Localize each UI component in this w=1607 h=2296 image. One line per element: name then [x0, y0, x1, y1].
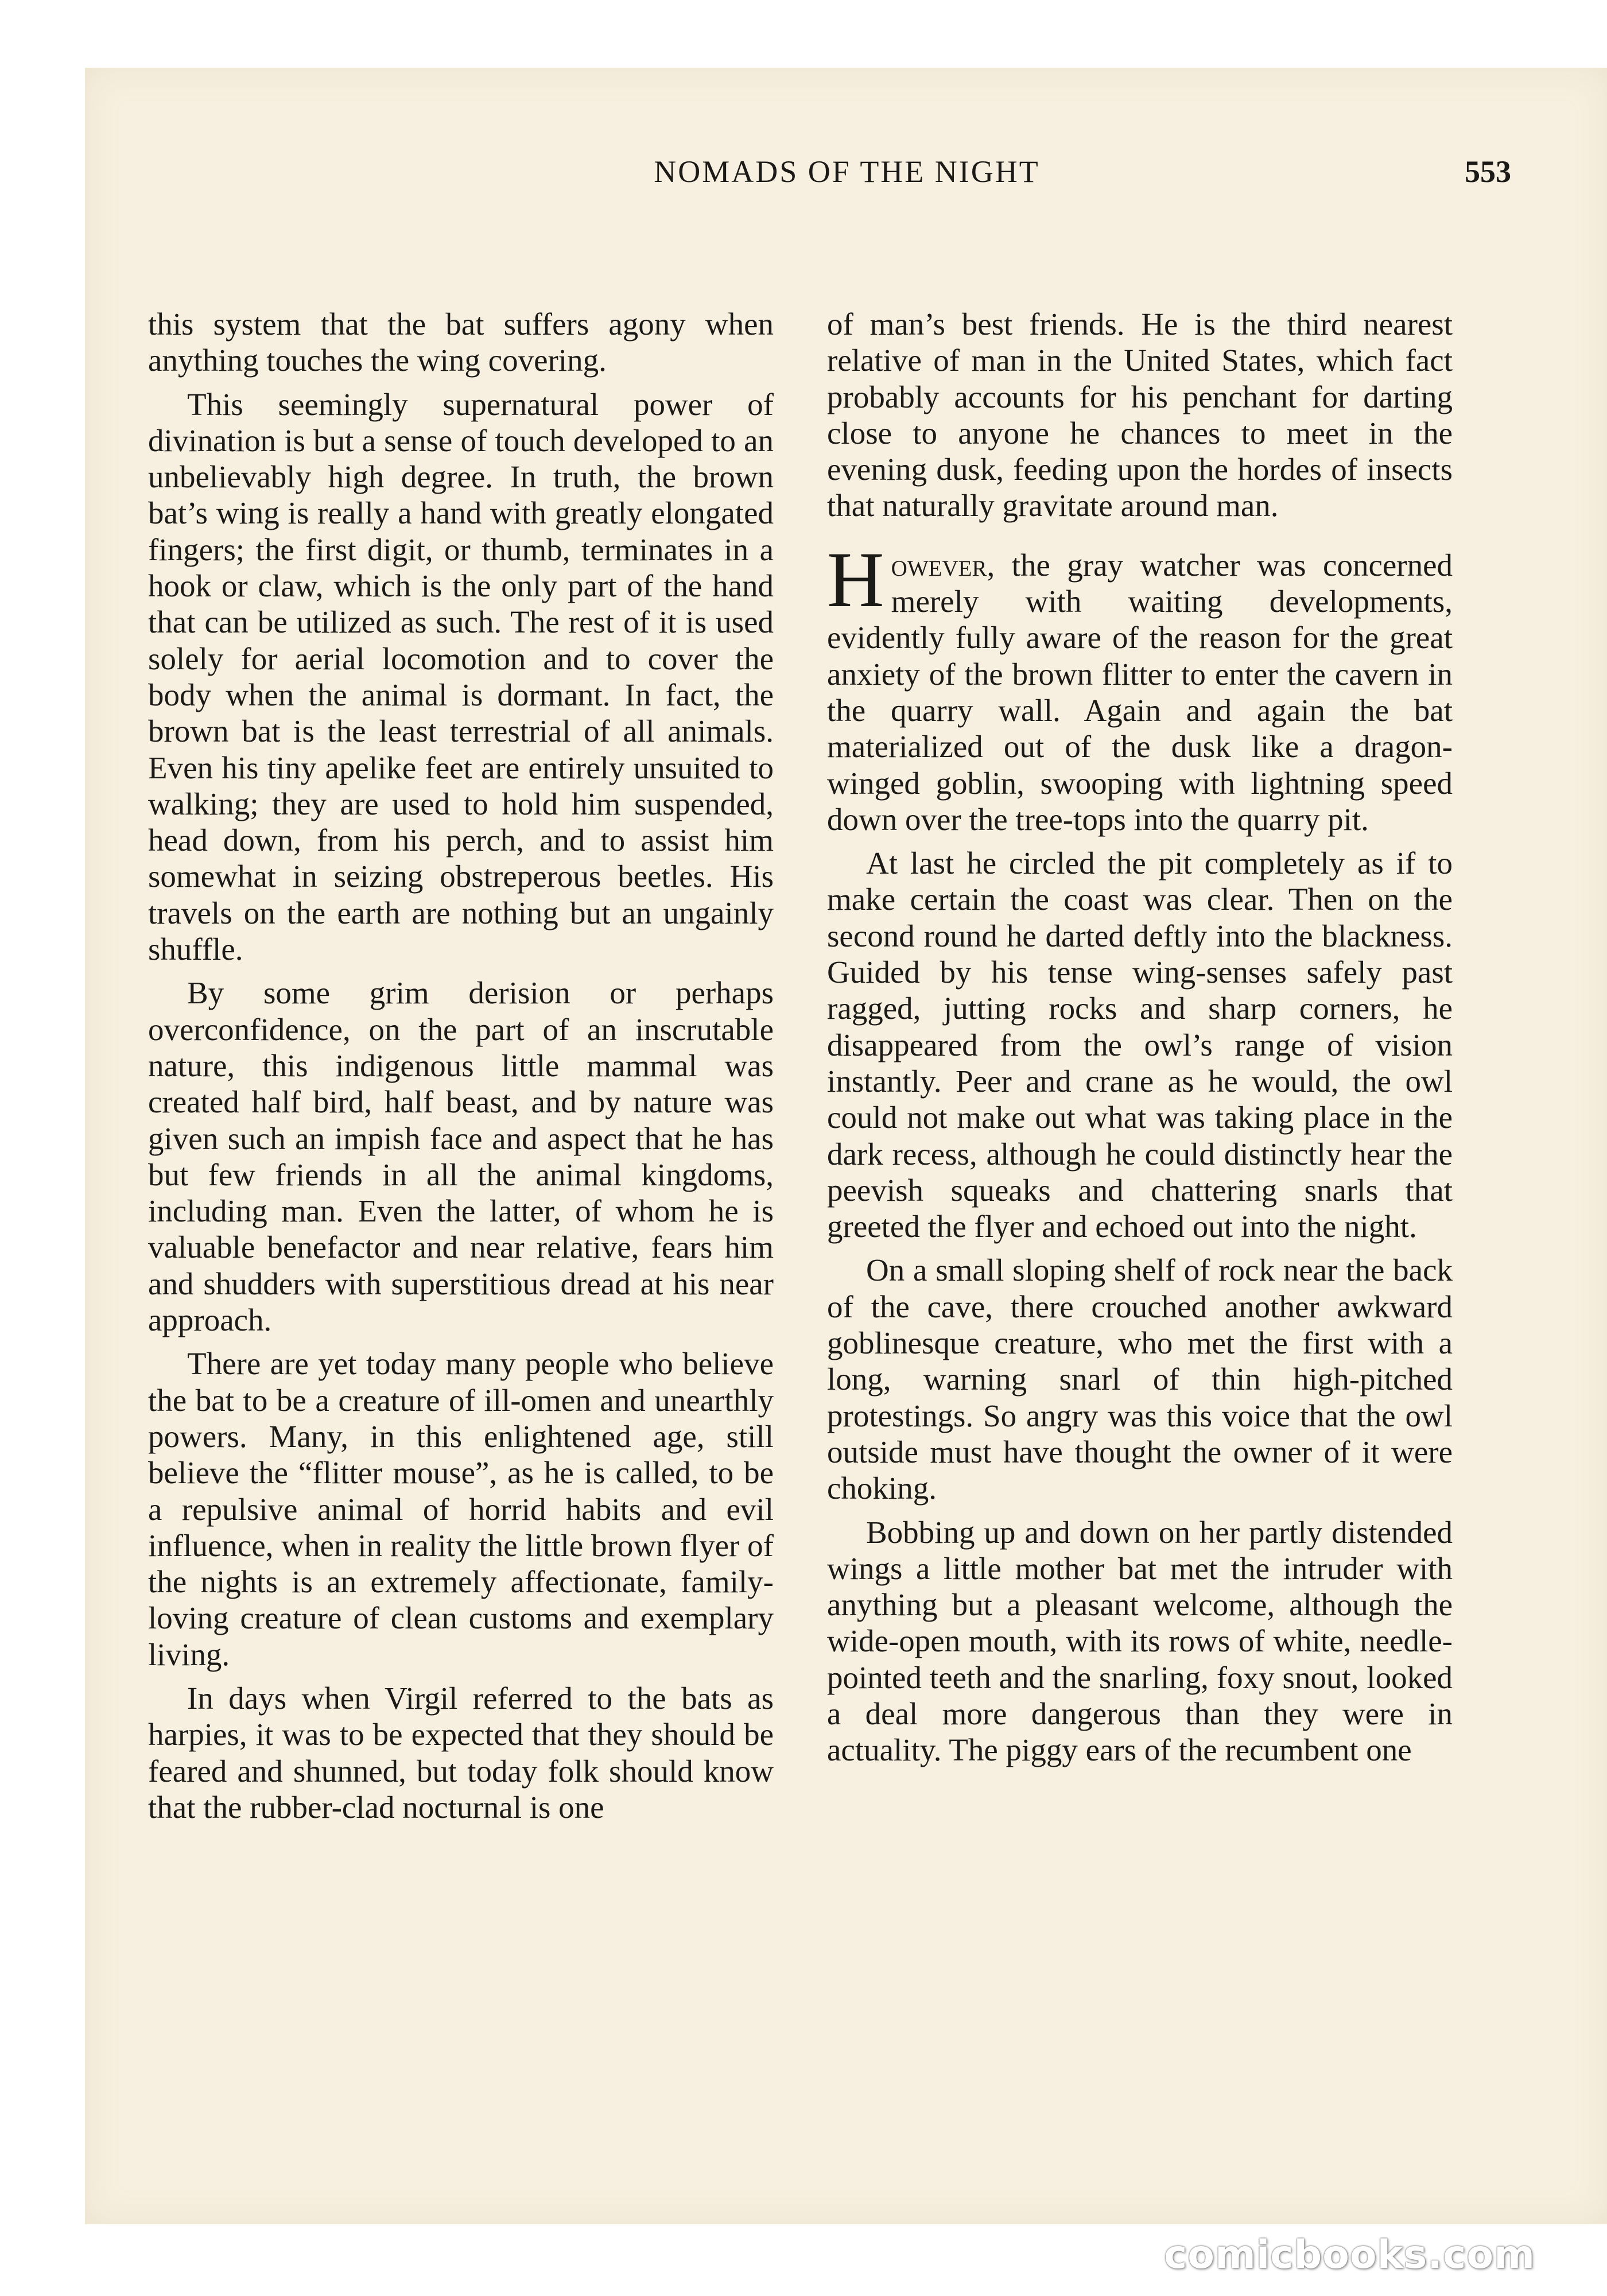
- left-column: [148, 306, 774, 1833]
- right-paragraph-1: of man’s best friends. He is the third nearest relative of man in the United States, which fact probably accounts for his penchant for darting close to anyone he chances to meet in the evening dusk, feeding upon the hordes of insects that naturally gravitate around man.: [827, 307, 1453, 523]
- section-opening-text: the gray watcher was concerned merely with waiting developments, evidently fully aware of the reason for the great anxiety of the brown flitter to enter the cavern in the quarry wall. Again and again the bat materialized out of the dusk like a dragon-winged goblin, swooping with lightning speed down over the tree-tops into the quarry pit.: [827, 547, 1453, 837]
- section-smallcaps-lead: owever,: [891, 547, 995, 583]
- left-paragraph-5: In days when Virgil referred to the bats as harpies, it was to be expected that they should be feared and shunned, but today folk should know that the rubber-clad nocturnal is one: [148, 1680, 774, 1825]
- section-opening-paragraph: [827, 535, 1453, 837]
- right-paragraph-4: On a small sloping shelf of rock near the back of the cave, there crouched another awkward goblinesque creature, who met the first with a long, warning snarl of thin high-pitched protestings. So angry was this voice that the owl outside must have thought the owner of it were choking.: [827, 1252, 1453, 1506]
- left-paragraph-2: This seemingly supernatural power of divination is but a sense of touch developed to an unbelievably high degree. In truth, the brown bat’s wing is really a hand with greatly elongated fingers; the first digit, or thumb, terminates in a hook or claw, which is the only part of the hand that can be utilized as such. The rest of it is used solely for aerial locomotion and to cover the body when the animal is dormant. In fact, the brown bat is the least terrestrial of all animals. Even his tiny apelike feet are entirely unsuited to walking; they are used to hold him suspended, head down, from his perch, and to assist him somewhat in seizing obstreperous beetles. His travels on the earth are nothing but an ungainly shuffle.: [148, 386, 774, 967]
- drop-cap-initial: H: [827, 535, 884, 623]
- site-watermark: comicbooks.com: [1163, 2232, 1535, 2278]
- left-paragraph-3: By some grim derision or perhaps overconfidence, on the part of an inscrutable nature, this indigenous little mammal was created half bird, half beast, and by nature was given such an impish face and aspect that he has but few friends in all the animal kingdoms, including man. Even the latter, of whom he is valuable benefactor and near relative, fears him and shudders with superstitious dread at his near approach.: [148, 975, 774, 1338]
- running-title: NOMADS OF THE NIGHT: [654, 154, 1040, 189]
- right-paragraph-5: Bobbing up and down on her partly distended wings a little mother bat met the intruder with anything but a pleasant welcome, although the wide-open mouth, with its rows of white, needle-pointed teeth and the snarling, foxy snout, looked a deal more dangerous than they were in actuality. The piggy ears of the recumbent one: [827, 1514, 1453, 1768]
- left-paragraph-1: this system that the bat suffers agony when anything touches the wing covering.: [148, 307, 774, 378]
- magazine-page: [85, 68, 1607, 2224]
- left-paragraph-4: There are yet today many people who believe the bat to be a creature of ill-omen and unearthly powers. Many, in this enlightened age, still believe the “flitter mouse”, as he is called, to be a repulsive animal of horrid habits and evil influence, when in reality the little brown flyer of the nights is an extremely affectionate, family-loving creature of clean customs and exemplary living.: [148, 1346, 774, 1672]
- right-paragraph-3: At last he circled the pit completely as if to make certain the coast was clear. Then on the second round he darted deftly into the blackness. Guided by his tense wing-senses safely past ragged, jutting rocks and sharp corners, he disappeared from the owl’s range of vision instantly. Peer and crane as he would, the owl could not make out what was taking place in the dark recess, although he could distinctly hear the peevish squeaks and chattering snarls that greeted the flyer and echoed out into the night.: [827, 846, 1453, 1244]
- page-number: 553: [1465, 154, 1511, 189]
- right-column: [827, 306, 1453, 1776]
- running-head: [85, 154, 1607, 194]
